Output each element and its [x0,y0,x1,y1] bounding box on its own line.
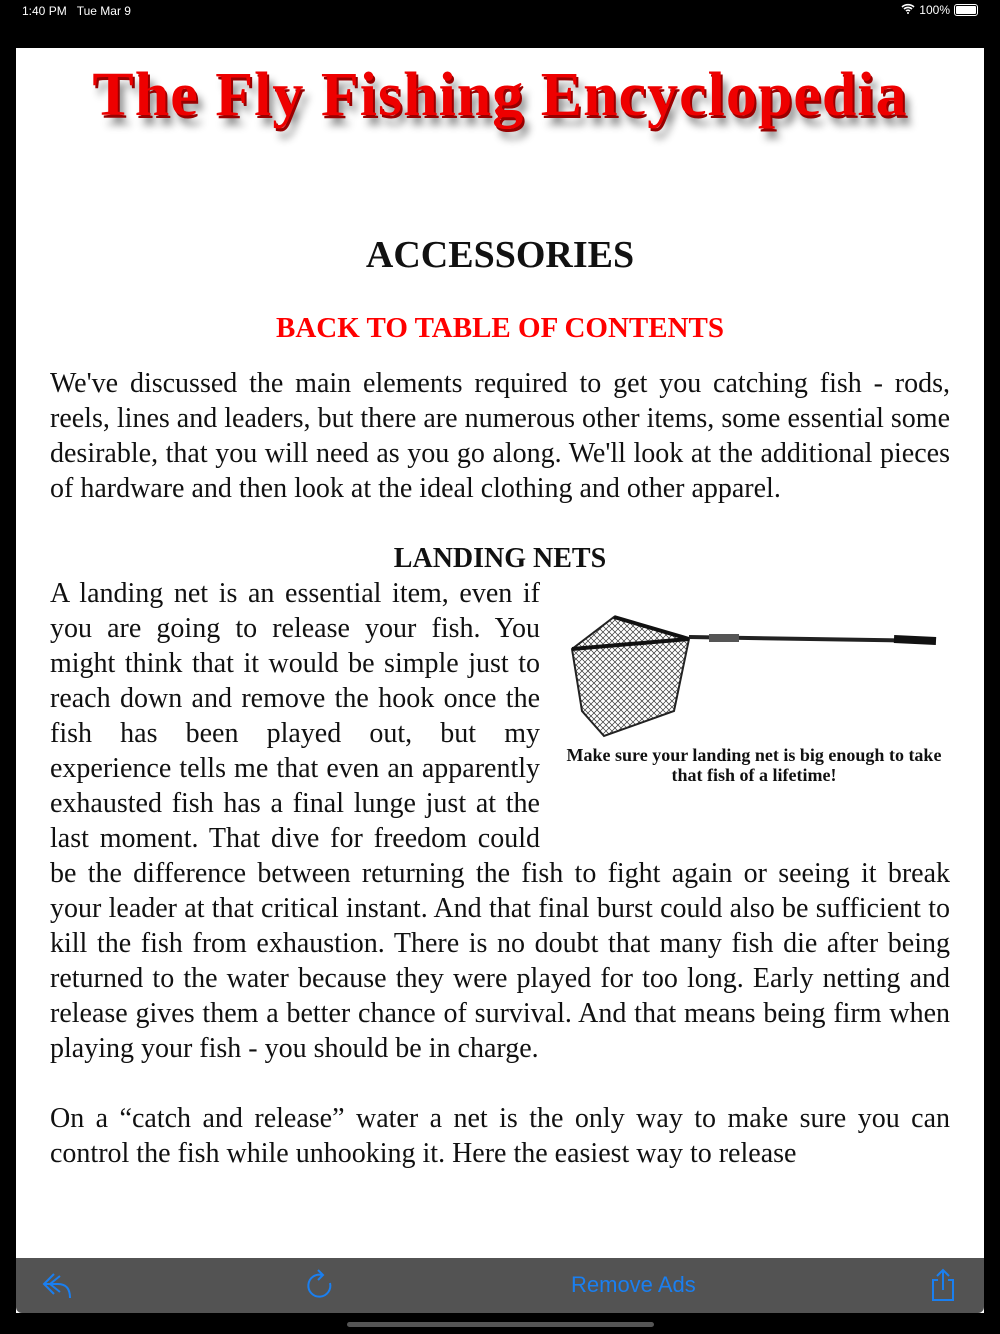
bottom-toolbar [16,1258,984,1313]
landing-net-image [564,611,944,741]
intro-paragraph: We've discussed the main elements required to get you catching fish - rods, reels, lines and leaders, but there are numerous other items, some essential some desirable, that you will need as you go along. We'll look at the additional pieces of hardware and then look at the ideal clothing and other apparel. [50,368,950,504]
landing-nets-paragraph [50,576,950,1066]
catch-release-paragraph: On a “catch and release” water a net is the only way to make sure you can control the fish while unhooking it. Here the easiest way to release [50,1103,950,1169]
status-bar [0,0,1000,22]
toc-link[interactable]: BACK TO TABLE OF CONTENTS [275,312,724,344]
figure-caption: Make sure your landing net is big enough to take that fish of a lifetime! [566,745,942,785]
battery-icon [954,4,978,16]
status-time: 1:40 PM Tue Mar 9 [22,4,131,18]
site-logo: The Fly Fishing Encyclopedia [92,61,908,129]
share-icon[interactable] [930,1268,956,1302]
home-indicator[interactable] [347,1322,654,1327]
remove-ads-button[interactable]: Remove Ads [571,1272,696,1297]
battery-percent: 100% [919,3,950,17]
paragraph-text: A landing net is an essential item, even if you are going to release your fish. You might think that it would be simple just to reach down and remove the hook once the fish has been played out, but my experience tells me that even an apparently exhausted fish has a final lunge just at the last moment. That dive for freedom could be the difference between returning the fish to fight again or seeing it break your leader at that critical instant. And that final burst could also be sufficient to kill the fish from exhaustion. There is no doubt that many fish die after being returned to the water because they were played for too long. Early netting and release gives them a better chance of survival. And that means being firm when playing your fish - you should be in charge. [50,578,950,1064]
status-right [901,3,978,17]
article [50,234,950,1206]
web-content[interactable] [16,48,984,1313]
page-title: ACCESSORIES [365,234,635,276]
section-title: LANDING NETS [393,543,607,574]
reply-arrow-icon[interactable] [42,1268,74,1302]
wifi-icon [901,3,915,17]
landing-net-figure [558,611,950,826]
reload-icon[interactable] [306,1268,334,1302]
